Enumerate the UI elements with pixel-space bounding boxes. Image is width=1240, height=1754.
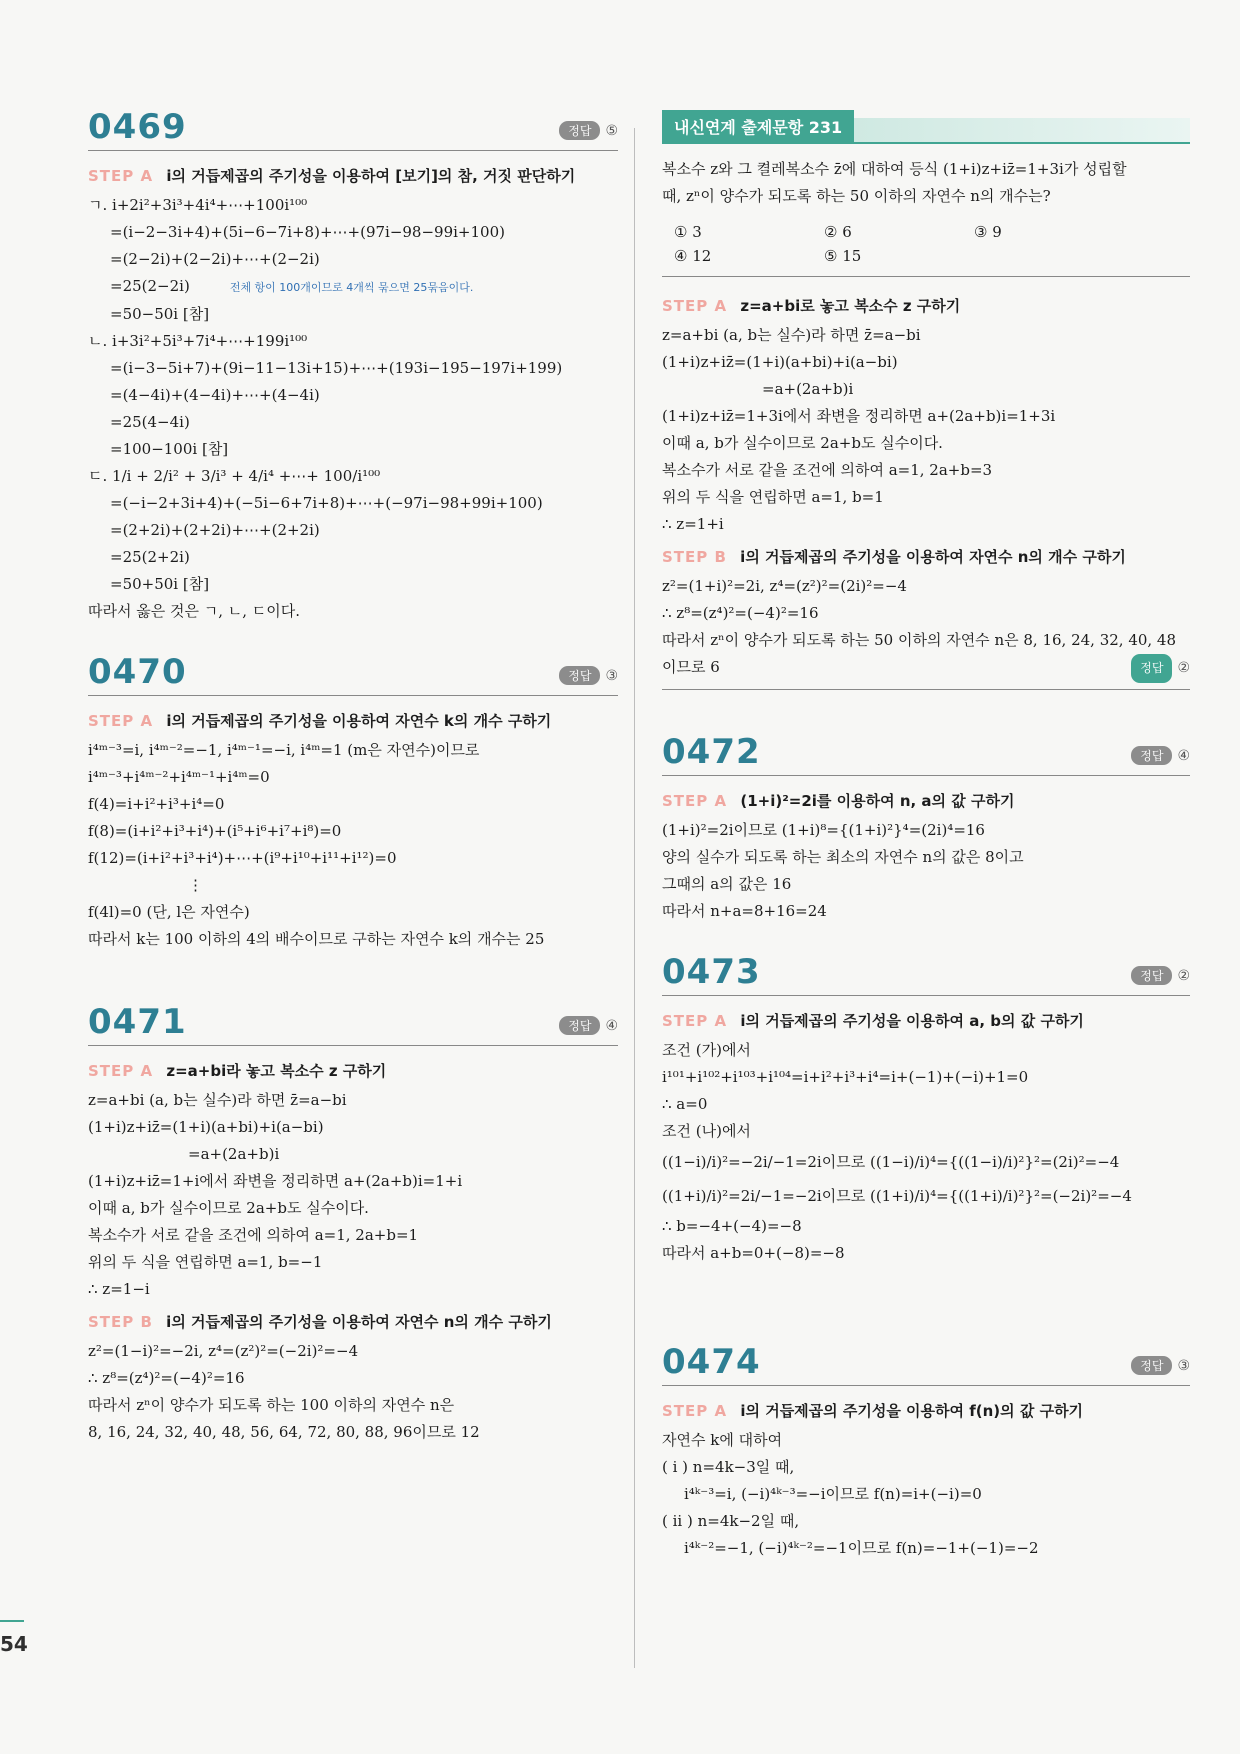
- solution-line: 양의 실수가 되도록 하는 최소의 자연수 n의 값은 8이고: [662, 848, 1024, 866]
- solution-line: f(4l)=0 (단, l은 자연수): [88, 903, 250, 921]
- solution-line: z=a+bi (a, b는 실수)라 하면 z̄=a−bi: [662, 326, 921, 344]
- linked-problem-231: [662, 110, 1190, 735]
- solution-line: (1+i)²=2i이므로 (1+i)⁸={(1+i)²}⁴=(2i)⁴=16: [662, 821, 985, 839]
- solution-line: ㄱ. i+2i²+3i³+4i⁴+⋯+100i¹⁰⁰: [88, 196, 308, 214]
- answer-value: ④: [605, 1017, 618, 1034]
- question-line: 복소수 z와 그 켤레복소수 z̄에 대하여 등식 (1+i)z+iz̄=1+3i가 성립할: [662, 160, 1127, 178]
- step-heading: [662, 546, 1190, 567]
- solution-line: (1+i)z+iz̄=(1+i)(a+bi)+i(a−bi): [662, 353, 898, 371]
- answer-value: ②: [1177, 967, 1190, 984]
- right-column: [662, 110, 1190, 1562]
- solution-line: z=a+bi (a, b는 실수)라 하면 z̄=a−bi: [88, 1091, 347, 1109]
- problem-header: [662, 1342, 1190, 1386]
- step-label: STEP A: [662, 1012, 728, 1030]
- solution-line: i⁴ᵐ⁻³=i, i⁴ᵐ⁻²=−1, i⁴ᵐ⁻¹=−i, i⁴ᵐ=1 (m은 자연수)이므로: [88, 741, 480, 759]
- problem-0474: [662, 1342, 1190, 1562]
- step-heading: [662, 790, 1190, 811]
- solution-line: 이때 a, b가 실수이므로 2a+b도 실수이다.: [662, 434, 943, 452]
- step-title: z=a+bi로 놓고 복소수 z 구하기: [740, 297, 961, 315]
- step-heading: [662, 1400, 1190, 1421]
- answer-marker: [1131, 654, 1190, 683]
- solution-line: =50−50i [참]: [110, 305, 210, 323]
- answer-value: ③: [605, 667, 618, 684]
- step-label: STEP B: [662, 548, 727, 566]
- answer-marker: [1131, 1356, 1190, 1375]
- step-label: STEP A: [662, 792, 728, 810]
- answer-marker: [559, 1016, 618, 1035]
- solution-line: i⁴ᵏ⁻³=i, (−i)⁴ᵏ⁻³=−i이므로 f(n)=i+(−i)=0: [684, 1485, 982, 1503]
- solution-line: 조건 (가)에서: [662, 1041, 751, 1059]
- solution-line: 따라서 zⁿ이 양수가 되도록 하는 100 이하의 자연수 n은: [88, 1396, 455, 1414]
- step-heading: [662, 1010, 1190, 1031]
- step-heading: [88, 165, 618, 186]
- left-column: [88, 107, 618, 1446]
- column-divider: [634, 128, 635, 1668]
- solution-line: =50+50i [참]: [110, 575, 210, 593]
- step-label: STEP A: [662, 297, 728, 315]
- problem-number: 0470: [88, 652, 187, 692]
- step-title: i의 거듭제곱의 주기성을 이용하여 [보기]의 참, 거짓 판단하기: [166, 167, 576, 185]
- question-line: 때, zⁿ이 양수가 되도록 하는 50 이하의 자연수 n의 개수는?: [662, 187, 1051, 205]
- solution-line: ( ii ) n=4k−2일 때,: [662, 1512, 800, 1530]
- solution-line: ( i ) n=4k−3일 때,: [662, 1458, 795, 1476]
- step-heading: [88, 1311, 618, 1332]
- step-title: i의 거듭제곱의 주기성을 이용하여 자연수 k의 개수 구하기: [166, 712, 552, 730]
- problem-0472: [662, 732, 1190, 955]
- solution-line: =(−i−2+3i+4)+(−5i−6+7i+8)+⋯+(−97i−98+99i+100): [110, 494, 543, 512]
- problem-header: [88, 107, 618, 151]
- answer-choices: [674, 220, 1190, 268]
- problem-number: 0473: [662, 952, 761, 992]
- step-heading: [662, 295, 1190, 316]
- problem-number: 0471: [88, 1002, 187, 1042]
- answer-badge: 정답: [559, 1016, 600, 1035]
- banner-decoration: [854, 118, 1190, 142]
- section-rule: [662, 276, 1190, 277]
- solution-line: 자연수 k에 대하여: [662, 1431, 783, 1449]
- solution-line: ((1−i)/i)²=−2i/−1=2i이므로 ((1−i)/i)⁴={((1−i)/i)²}²=(2i)²=−4: [662, 1153, 1120, 1171]
- solution-line: f(12)=(i+i²+i³+i⁴)+⋯+(i⁹+i¹⁰+i¹¹+i¹²)=0: [88, 849, 397, 867]
- solution-line: z²=(1−i)²=−2i, z⁴=(z²)²=(−2i)²=−4: [88, 1342, 359, 1360]
- solution-line: ∴ b=−4+(−4)=−8: [662, 1217, 802, 1235]
- answer-marker: [559, 121, 618, 140]
- answer-marker: [559, 666, 618, 685]
- solution-line: (1+i)z+iz̄=1+i에서 좌변을 정리하면 a+(2a+b)i=1+i: [88, 1172, 463, 1190]
- step-label: STEP A: [662, 1402, 728, 1420]
- choice: ② 6: [824, 223, 852, 241]
- solution-line: =100−100i [참]: [110, 440, 229, 458]
- solution-line: i⁴ᵐ⁻³+i⁴ᵐ⁻²+i⁴ᵐ⁻¹+i⁴ᵐ=0: [88, 768, 270, 786]
- vertical-ellipsis: ⋮: [188, 876, 203, 894]
- step-title: i의 거듭제곱의 주기성을 이용하여 자연수 n의 개수 구하기: [166, 1313, 552, 1331]
- solution-line: ∴ z=1−i: [88, 1280, 150, 1298]
- answer-marker: [1131, 746, 1190, 765]
- solution-text: 이므로 6: [662, 658, 720, 676]
- step-label: STEP A: [88, 167, 154, 185]
- problem-number: 0469: [88, 107, 187, 147]
- step-title: (1+i)²=2i를 이용하여 n, a의 값 구하기: [740, 792, 1015, 810]
- solution-line: 위의 두 식을 연립하면 a=1, b=1: [662, 488, 884, 506]
- answer-badge: 정답: [559, 666, 600, 685]
- solution-line: 따라서 옳은 것은 ㄱ, ㄴ, ㄷ이다.: [88, 602, 301, 620]
- problem-header: [662, 952, 1190, 996]
- solution-line: =(2+2i)+(2+2i)+⋯+(2+2i): [110, 521, 320, 539]
- solution-line: =(i−2−3i+4)+(5i−6−7i+8)+⋯+(97i−98−99i+100): [110, 223, 505, 241]
- solution-line: f(4)=i+i²+i³+i⁴=0: [88, 795, 225, 813]
- answer-marker: [1131, 966, 1190, 985]
- answer-value: ②: [1177, 660, 1190, 676]
- choice: ④ 12: [674, 247, 712, 265]
- solution-line: ∴ a=0: [662, 1095, 708, 1113]
- answer-badge: 정답: [1131, 654, 1172, 683]
- step-heading: [88, 1060, 618, 1081]
- page-number: 54: [0, 1632, 28, 1656]
- step-heading: [88, 710, 618, 731]
- solution-line: f(8)=(i+i²+i³+i⁴)+(i⁵+i⁶+i⁷+i⁸)=0: [88, 822, 342, 840]
- solution-line: =(2−2i)+(2−2i)+⋯+(2−2i): [110, 250, 320, 268]
- solution-line: 복소수가 서로 같을 조건에 의하여 a=1, 2a+b=1: [88, 1226, 419, 1244]
- solution-line: =a+(2a+b)i: [188, 1145, 280, 1163]
- choice: ① 3: [674, 223, 702, 241]
- problem-header: [88, 652, 618, 696]
- solution-line: ((1+i)/i)²=2i/−1=−2i이므로 ((1+i)/i)⁴={((1+i)/i)²}²=(−2i)²=−4: [662, 1187, 1132, 1205]
- answer-badge: 정답: [1131, 1356, 1172, 1375]
- answer-badge: 정답: [1131, 966, 1172, 985]
- answer-badge: 정답: [559, 121, 600, 140]
- solution-line: ∴ z⁸=(z⁴)²=(−4)²=16: [662, 604, 819, 622]
- problem-0471: [88, 1002, 618, 1446]
- solution-line: i¹⁰¹+i¹⁰²+i¹⁰³+i¹⁰⁴=i+i²+i³+i⁴=i+(−1)+(−i)+1=0: [662, 1068, 1029, 1086]
- problem-0469: [88, 107, 618, 655]
- solution-line: =25(4−4i): [110, 413, 190, 431]
- section-rule: [662, 689, 1190, 690]
- solution-line: =a+(2a+b)i: [762, 380, 854, 398]
- problem-0470: [88, 652, 618, 1005]
- answer-value: ④: [1177, 747, 1190, 764]
- choice: ⑤ 15: [824, 247, 862, 265]
- solution-line: [88, 273, 618, 301]
- step-title: i의 거듭제곱의 주기성을 이용하여 자연수 n의 개수 구하기: [740, 548, 1126, 566]
- solution-line: =25(2+2i): [110, 548, 190, 566]
- solution-line: ∴ z⁸=(z⁴)²=(−4)²=16: [88, 1369, 245, 1387]
- answer-badge: 정답: [1131, 746, 1172, 765]
- solution-line: (1+i)z+iz̄=(1+i)(a+bi)+i(a−bi): [88, 1118, 324, 1136]
- solution-line: 복소수가 서로 같을 조건에 의하여 a=1, 2a+b=3: [662, 461, 993, 479]
- solution-line: ∴ z=1+i: [662, 515, 724, 533]
- step-title: i의 거듭제곱의 주기성을 이용하여 a, b의 값 구하기: [740, 1012, 1084, 1030]
- solution-line: 따라서 k는 100 이하의 4의 배수이므로 구하는 자연수 k의 개수는 25: [88, 930, 545, 948]
- problem-number: 0472: [662, 732, 761, 772]
- solution-line: 8, 16, 24, 32, 40, 48, 56, 64, 72, 80, 88, 96이므로 12: [88, 1423, 480, 1441]
- solution-line: 이때 a, b가 실수이므로 2a+b도 실수이다.: [88, 1199, 369, 1217]
- solution-line: =(4−4i)+(4−4i)+⋯+(4−4i): [110, 386, 320, 404]
- solution-line: i⁴ᵏ⁻²=−1, (−i)⁴ᵏ⁻²=−1이므로 f(n)=−1+(−1)=−2: [684, 1539, 1039, 1557]
- answer-value: ⑤: [605, 122, 618, 139]
- choice: ③ 9: [974, 223, 1002, 241]
- solution-line: 따라서 zⁿ이 양수가 되도록 하는 50 이하의 자연수 n은 8, 16, 24, 32, 40, 48: [662, 631, 1177, 649]
- step-label: STEP A: [88, 1062, 154, 1080]
- banner-title: 내신연계 출제문항 231: [662, 110, 854, 142]
- solution-line: [662, 654, 1190, 681]
- problem-0473: [662, 952, 1190, 1345]
- problem-header: [662, 732, 1190, 776]
- linked-problem-banner: [662, 110, 1190, 144]
- step-title: i의 거듭제곱의 주기성을 이용하여 f(n)의 값 구하기: [740, 1402, 1084, 1420]
- solution-line: 조건 (나)에서: [662, 1122, 751, 1140]
- problem-number: 0474: [662, 1342, 761, 1382]
- solution-line: 그때의 a의 값은 16: [662, 875, 792, 893]
- solution-line: ㄷ. 1/i + 2/i² + 3/i³ + 4/i⁴ +⋯+ 100/i¹⁰⁰: [88, 467, 381, 485]
- step-title: z=a+bi라 놓고 복소수 z 구하기: [166, 1062, 387, 1080]
- step-label: STEP B: [88, 1313, 153, 1331]
- page-edge-mark: [0, 1620, 24, 1622]
- problem-header: [88, 1002, 618, 1046]
- solution-line: ㄴ. i+3i²+5i³+7i⁴+⋯+199i¹⁰⁰: [88, 332, 308, 350]
- solution-line: =(i−3−5i+7)+(9i−11−13i+15)+⋯+(193i−195−197i+199): [110, 359, 563, 377]
- answer-value: ③: [1177, 1357, 1190, 1374]
- solution-line: z²=(1+i)²=2i, z⁴=(z²)²=(2i)²=−4: [662, 577, 907, 595]
- solution-text: =25(2−2i): [110, 277, 190, 295]
- solution-line: (1+i)z+iz̄=1+3i에서 좌변을 정리하면 a+(2a+b)i=1+3i: [662, 407, 1056, 425]
- solution-line: 따라서 a+b=0+(−8)=−8: [662, 1244, 845, 1262]
- margin-note: 전체 항이 100개이므로 4개씩 묶으면 25묶음이다.: [229, 281, 474, 294]
- solution-line: 따라서 n+a=8+16=24: [662, 902, 827, 920]
- step-label: STEP A: [88, 712, 154, 730]
- solution-line: 위의 두 식을 연립하면 a=1, b=−1: [88, 1253, 323, 1271]
